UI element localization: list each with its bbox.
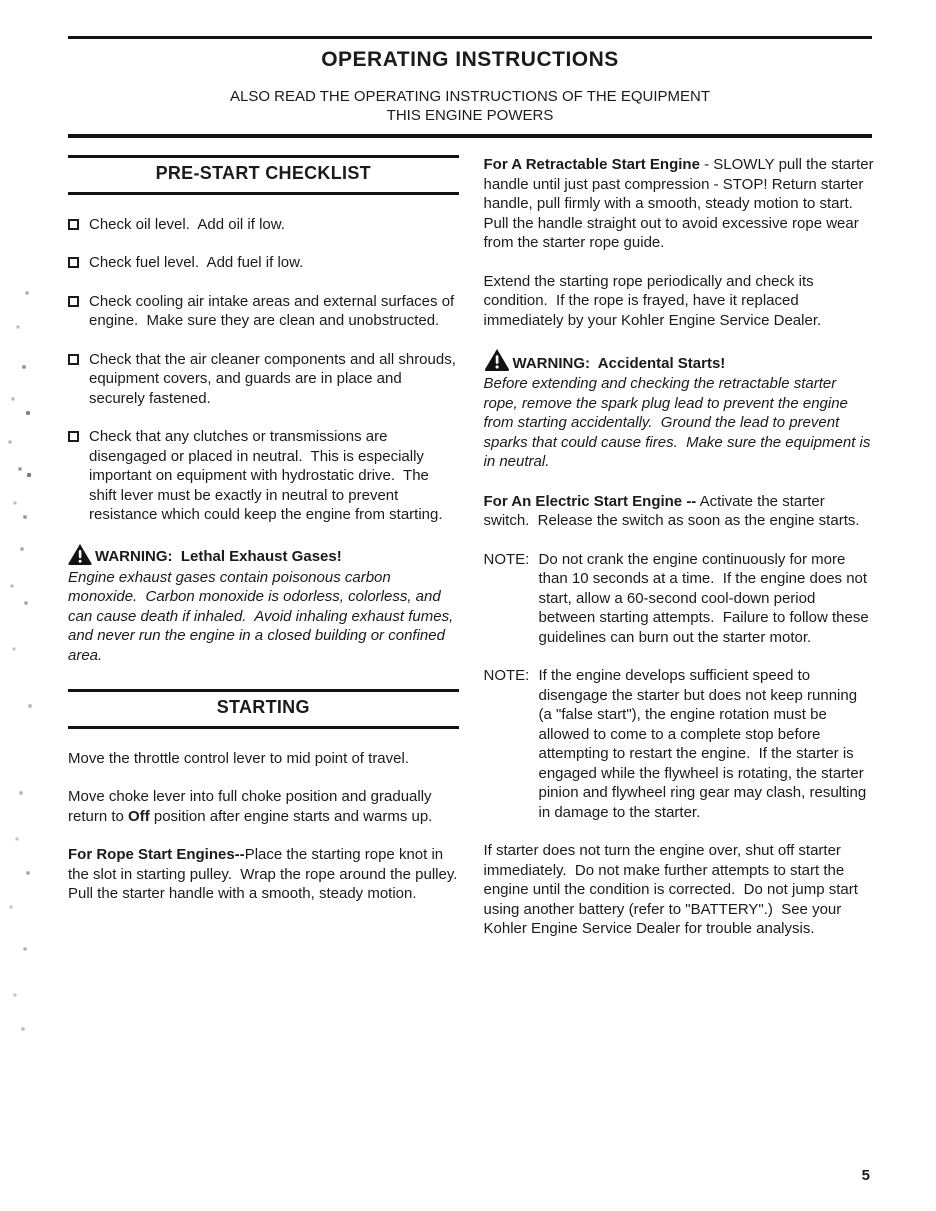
- left-column: [68, 155, 466, 958]
- checklist-item-text: Check fuel level. Add fuel if low.: [89, 254, 304, 272]
- choke-text-pre: Move choke lever into full choke position and gradually return to: [68, 788, 436, 825]
- checkbox-icon: [68, 431, 79, 442]
- checkbox-icon: [68, 296, 79, 307]
- paragraph-extend-rope: Extend the starting rope periodically and check its condition. If the rope is frayed, have it replaced immediately by your Kohler Engine Service Dealer.: [483, 272, 822, 329]
- checklist-item: [68, 215, 459, 235]
- page-title: OPERATING INSTRUCTIONS: [321, 48, 619, 71]
- rope-start-lead-bold: For Rope Start Engines--: [68, 846, 245, 864]
- retractable-text: - SLOWLY pull the starter handle until just past compression - STOP! Return starter handle, pull firmly with a smooth, steady motion to start. Pull the handle straight out to avoid excessive rope wear from the starter rope guide.: [483, 156, 878, 252]
- checklist-item: [68, 253, 459, 273]
- section-heading-prestart: [68, 155, 459, 194]
- paragraph-choke: [68, 787, 459, 826]
- warning-heading-accidental: [484, 349, 875, 373]
- warning-triangle-icon: [68, 544, 92, 566]
- choke-off-bold: Off: [128, 807, 150, 825]
- page-number: 5: [861, 1166, 870, 1184]
- warning-label-text: WARNING: Lethal Exhaust Gases!: [95, 548, 342, 566]
- warning-body-exhaust: Engine exhaust gases contain poisonous carbon monoxide. Carbon monoxide is odorless, colorless, and can cause death if inhaled. Avoid inhaling exhaust fumes, and never run the engine in a closed building or confined area.: [68, 568, 458, 664]
- prestart-heading-text: PRE-START CHECKLIST: [155, 163, 371, 184]
- note-label: NOTE:: [483, 667, 530, 685]
- scan-noise: [0, 0, 2, 2]
- paragraph-electric-start: [484, 492, 875, 531]
- checkbox-icon: [68, 257, 79, 268]
- checklist-item: [68, 292, 459, 331]
- warning-body-accidental: Before extending and checking the retractable starter rope, remove the spark plug lead to prevent the engine from starting accidentally. Ground the lead to prevent sparks that could cause fires. Make sure the equipment is in neutral.: [483, 375, 875, 471]
- two-column-body: [68, 155, 878, 958]
- page-subtitle: [68, 87, 872, 125]
- starting-heading-text: STARTING: [216, 697, 310, 718]
- checklist-item-text: Check cooling air intake areas and external surfaces of engine. Make sure they are clean and unobstructed.: [89, 292, 459, 330]
- electric-text: Activate the starter switch. Release the switch as soon as the engine starts.: [483, 492, 860, 530]
- right-column: [483, 155, 878, 958]
- note-false-start: [484, 666, 875, 822]
- checklist-item: [68, 427, 459, 525]
- header-top-rule: [68, 36, 872, 39]
- note-crank-limit: [484, 550, 875, 648]
- warning-heading-exhaust: [68, 544, 459, 567]
- section-heading-starting: [68, 689, 459, 728]
- paragraph-starter-trouble: If starter does not turn the engine over, shut off starter immediately. Do not make further attempts to start the engine until the condition is corrected. Do not jump start using another battery (refer to "BATTERY".) See your Kohler Engine Service Dealer for trouble analysis.: [483, 842, 863, 938]
- header-bottom-rule: [68, 134, 872, 138]
- retractable-lead-bold: For A Retractable Start Engine: [483, 156, 700, 174]
- note-text: If the engine develops sufficient speed to disengage the starter but does not keep running (a "false start"), the engine rotation must be allowed to come to a complete stop before attempting to restart the engine. If the starter is engaged while the flywheel is rotating, the starter pinion and flywheel ring gear may clash, resulting in damage to the starter.: [538, 667, 871, 821]
- warning-label-text: WARNING: Accidental Starts!: [512, 354, 726, 372]
- electric-lead-bold: For An Electric Start Engine --: [483, 492, 697, 510]
- choke-text-post: position after engine starts and warms up.: [149, 807, 433, 825]
- warning-triangle-icon: [484, 349, 510, 372]
- checklist-item: [68, 350, 459, 409]
- subtitle-line-1: ALSO READ THE OPERATING INSTRUCTIONS OF THE EQUIPMENT: [229, 88, 711, 106]
- paragraph-throttle: Move the throttle control lever to mid point of travel.: [68, 749, 409, 767]
- checkbox-icon: [68, 354, 79, 365]
- page-header: [68, 36, 872, 138]
- checklist-item-text: Check that the air cleaner components and all shrouds, equipment covers, and guards are in place and securely fastened.: [89, 350, 461, 407]
- checklist-item-text: Check that any clutches or transmissions are disengaged or placed in neutral. This is especially important on equipment with hydrostatic drive. The shift lever must be exactly in neutral to prevent resistance which could keep the engine from starting.: [89, 428, 443, 524]
- note-label: NOTE:: [483, 550, 530, 568]
- note-text: Do not crank the engine continuously for more than 10 seconds at a time. If the engine does not start, allow a 60-second cool-down period between starting attempts. Failure to follow these guidelines can burn out the starter motor.: [538, 550, 873, 646]
- checklist-item-text: Check oil level. Add oil if low.: [89, 215, 285, 233]
- paragraph-retractable-start: [483, 155, 878, 253]
- paragraph-rope-start: [68, 845, 466, 904]
- rope-start-text: Place the starting rope knot in the slot in starting pulley. Wrap the rope around the pulley. Pull the starter handle with a smooth, steady motion.: [68, 846, 466, 903]
- checkbox-icon: [68, 219, 79, 230]
- subtitle-line-2: THIS ENGINE POWERS: [386, 107, 554, 125]
